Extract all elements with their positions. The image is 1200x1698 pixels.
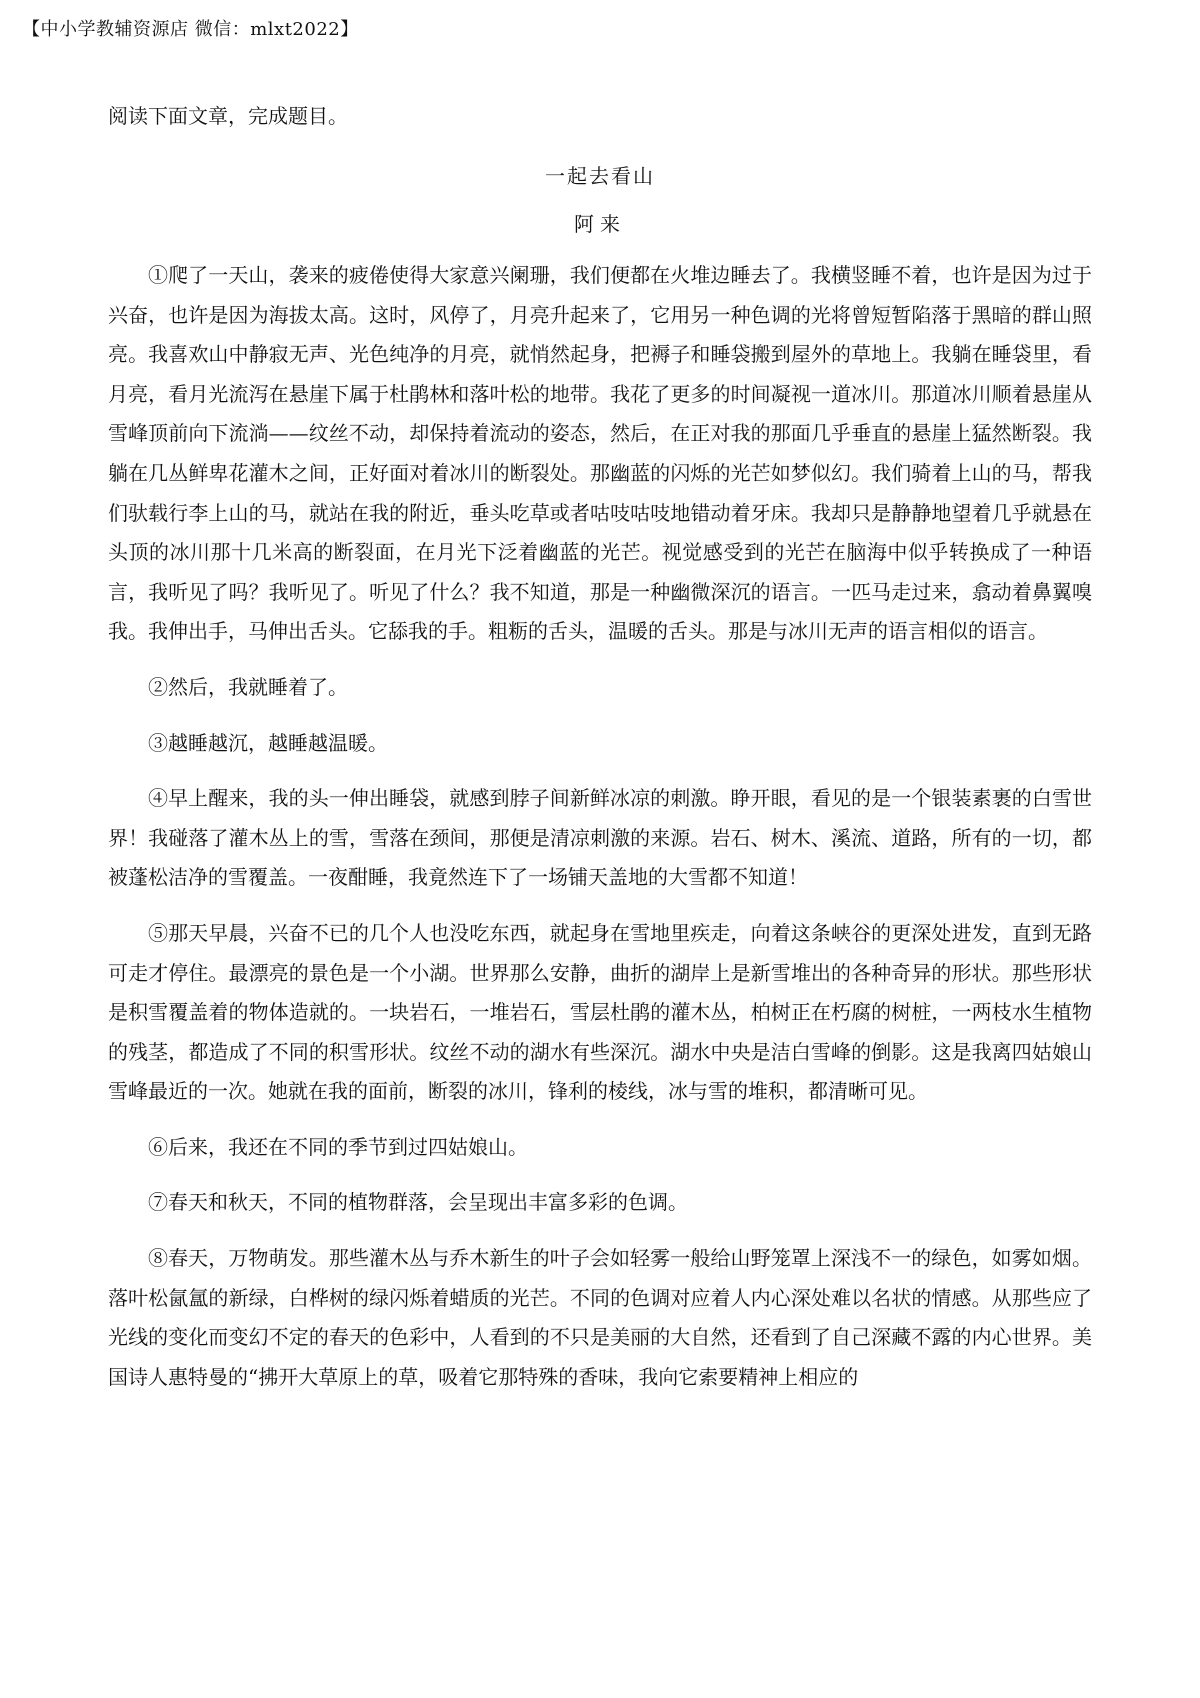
reading-instruction: 阅读下面文章，完成题目。 xyxy=(108,104,348,128)
article-title: 一起去看山 xyxy=(545,164,655,188)
article-author: 阿来 xyxy=(574,212,626,236)
paragraph-3: ③越睡越沉，越睡越温暖。 xyxy=(148,730,388,755)
paragraph-5: ⑤那天早晨，兴奋不已的几个人也没吃东西，就起身在雪地里疾走，向着这条峡谷的更深处进发，直到无路可走才停住。最漂亮的景色是一个小湖。世界那么安静，曲折的湖岸上是新雪堆出的各种奇异的形状。那些形状是积雪覆盖着的物体造就的。一块岩石，一堆岩石，雪层杜鹃的灌木丛，柏树正在朽腐的树桩，一两枝水生植物的残茎，都造成了不同的积雪形状。纹丝不动的湖水有些深沉。湖水中央是洁白雪峰的倒影。这是我离四姑娘山雪峰最近的一次。她就在我的面前，断裂的冰川，锋利的棱线，冰与雪的堆积，都清晰可见。 xyxy=(108,920,1092,1104)
paragraph-8: ⑧春天，万物萌发。那些灌木丛与乔木新生的叶子会如轻雾一般给山野笼罩上深浅不一的绿色，如雾如烟。落叶松氤氲的新绿，白桦树的绿闪烁着蜡质的光芒。不同的色调对应着人内心深处难以名状的情感。从那些应了光线的变化而变幻不定的春天的色彩中，人看到的不只是美丽的大自然，还看到了自己深藏不露的内心世界。美国诗人惠特曼的“拂开大草原上的草，吸着它那特殊的香味，我向它索要精神上相应的 xyxy=(108,1246,1092,1389)
paragraph-4: ④早上醒来，我的头一伸出睡袋，就感到脖子间新鲜冰凉的刺激。睁开眼，看见的是一个银装素裹的白雪世界！我碰落了灌木丛上的雪，雪落在颈间，那便是清凉刺激的来源。岩石、树木、溪流、道路，所有的一切，都被蓬松洁净的雪覆盖。一夜酣睡，我竟然连下了一场铺天盖地的大雪都不知道！ xyxy=(108,786,1092,890)
paragraph-1: ①爬了一天山，袭来的疲倦使得大家意兴阑珊，我们便都在火堆边睡去了。我横竖睡不着，也许是因为过于兴奋，也许是因为海拔太高。这时，风停了，月亮升起来了，它用另一种色调的光将曾短暂陷落于黑暗的群山照亮。我喜欢山中静寂无声、光色纯净的月亮，就悄然起身，把褥子和睡袋搬到屋外的草地上。我躺在睡袋里，看月亮，看月光流泻在悬崖下属于杜鹃林和落叶松的地带。我花了更多的时间凝视一道冰川。那道冰川顺着悬崖从雪峰顶前向下流淌——纹丝不动，却保持着流动的姿态，然后，在正对我的那面几乎垂直的悬崖上猛然断裂。我躺在几丛鲜卑花灌木之间，正好面对着冰川的断裂处。那幽蓝的闪烁的光芒如梦似幻。我们骑着上山的马，帮我们驮载行李上山的马，就站在我的附近，垂头吃草或者咕吱咕吱地错动着牙床。我却只是静静地望着几乎就悬在头顶的冰川那十几米高的断裂面，在月光下泛着幽蓝的光芒。视觉感受到的光芒在脑海中似乎转换成了一种语言，我听见了吗？我听见了。听见了什么？我不知道，那是一种幽微深沉的语言。一匹马走过来，翕动着鼻翼嗅我。我伸出手，马伸出舌头。它舔我的手。粗粝的舌头，温暖的舌头。那是与冰川无声的语言相似的语言。 xyxy=(108,263,1092,644)
paragraph-7: ⑦春天和秋天，不同的植物群落，会呈现出丰富多彩的色调。 xyxy=(148,1190,688,1215)
article-content xyxy=(108,102,1092,1413)
paragraph-6: ⑥后来，我还在不同的季节到过四姑娘山。 xyxy=(148,1134,528,1159)
paragraph-2: ②然后，我就睡着了。 xyxy=(148,674,348,699)
header-watermark: 【中小学教辅资源店 微信：mlxt2022】 xyxy=(22,19,359,40)
